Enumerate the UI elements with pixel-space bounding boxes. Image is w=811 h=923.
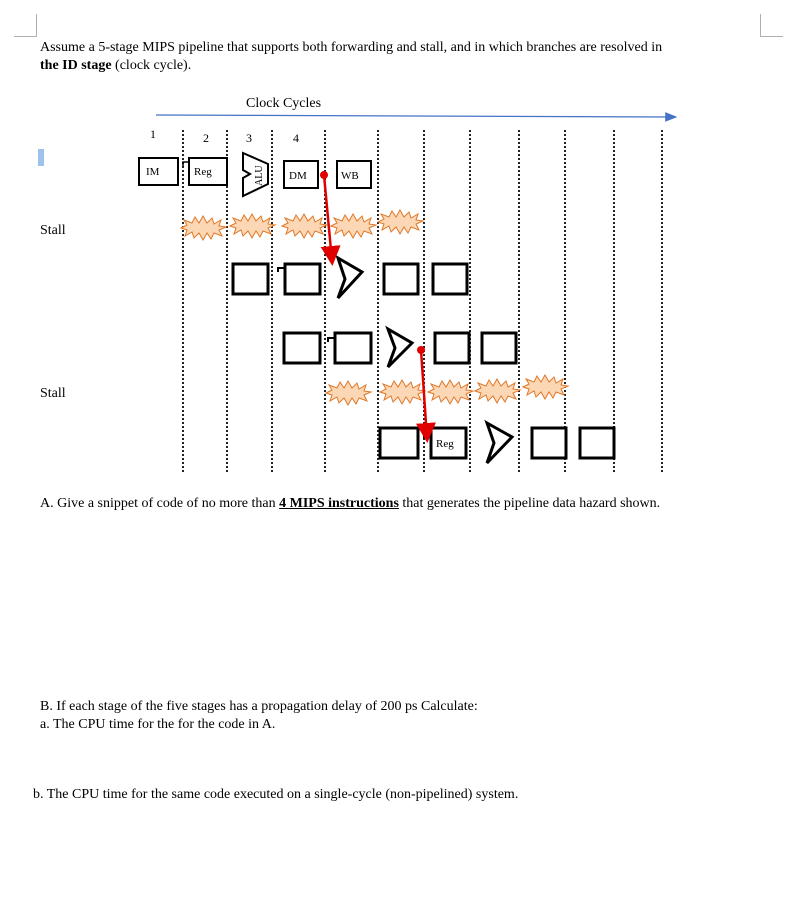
question-a-suffix: that generates the pipeline data hazard shown. — [398, 496, 661, 511]
stall-bubble — [326, 381, 371, 405]
stall-label-1: Stall — [40, 223, 66, 238]
stall-row-1 — [181, 210, 423, 240]
stall-bubble — [428, 380, 473, 404]
stage-box — [384, 264, 418, 294]
instruction-row-3 — [284, 329, 516, 367]
stall-bubble — [282, 214, 327, 238]
stall-bubble — [523, 375, 568, 399]
cycle-number-3: 3 — [246, 131, 252, 145]
cycle-number-2: 2 — [203, 131, 209, 145]
stall-bubble — [380, 380, 425, 404]
stage-box — [532, 428, 566, 458]
stall-bubble — [475, 379, 520, 403]
alu-shape — [338, 258, 362, 298]
intro-rest: (clock cycle). — [111, 58, 192, 73]
alu-shape — [487, 423, 512, 463]
cycle-number-1: 1 — [150, 127, 156, 141]
question-b-line-1: B. If each stage of the five stages has a propagation delay of 200 ps Calculate: — [40, 699, 478, 714]
stage-box — [580, 428, 614, 458]
question-a-bold: 4 MIPS instructions — [279, 496, 399, 511]
instruction-row-4 — [380, 423, 614, 463]
cycle-number-4: 4 — [293, 131, 299, 145]
stall-bubble — [230, 214, 275, 238]
question-a-prefix: A. Give a snippet of code of no more than — [40, 496, 280, 511]
stall-label-2: Stall — [40, 386, 66, 401]
question-b-line-2: a. The CPU time for the for the code in A. — [40, 717, 276, 732]
stall-bubble — [181, 216, 226, 240]
time-arrow — [156, 115, 676, 117]
stall-row-2 — [326, 375, 568, 405]
intro-line-1: Assume a 5-stage MIPS pipeline that supports both forwarding and stall, and in which branches are resolved in — [40, 40, 663, 55]
stall-bubble — [331, 214, 376, 238]
stage-box — [380, 428, 418, 458]
stage-alu-label: ALU — [254, 165, 265, 186]
stage-reg-label: Reg — [194, 166, 212, 178]
stage-box — [482, 333, 516, 363]
stage-dm-label: DM — [289, 170, 307, 182]
alu-shape — [388, 329, 412, 367]
question-a — [40, 495, 660, 513]
instruction-row-1 — [139, 153, 371, 196]
stage-box — [433, 264, 467, 294]
question-b-line-3: b. The CPU time for the same code executed on a single-cycle (non-pipelined) system. — [33, 787, 519, 802]
stage-box — [284, 333, 320, 363]
stage-reg-last-label: Reg — [436, 438, 454, 450]
intro-bold-phrase: the ID stage — [40, 58, 112, 73]
stall-bubble — [378, 210, 423, 234]
stage-box — [435, 333, 469, 363]
axis-title: Clock Cycles — [246, 96, 322, 111]
instruction-row-2 — [233, 258, 467, 298]
stage-box — [335, 333, 371, 363]
stage-im-label: IM — [146, 166, 160, 178]
stage-box — [285, 264, 320, 294]
reg-tick — [278, 268, 284, 272]
stage-wb-label: WB — [341, 170, 359, 182]
stage-box — [233, 264, 268, 294]
